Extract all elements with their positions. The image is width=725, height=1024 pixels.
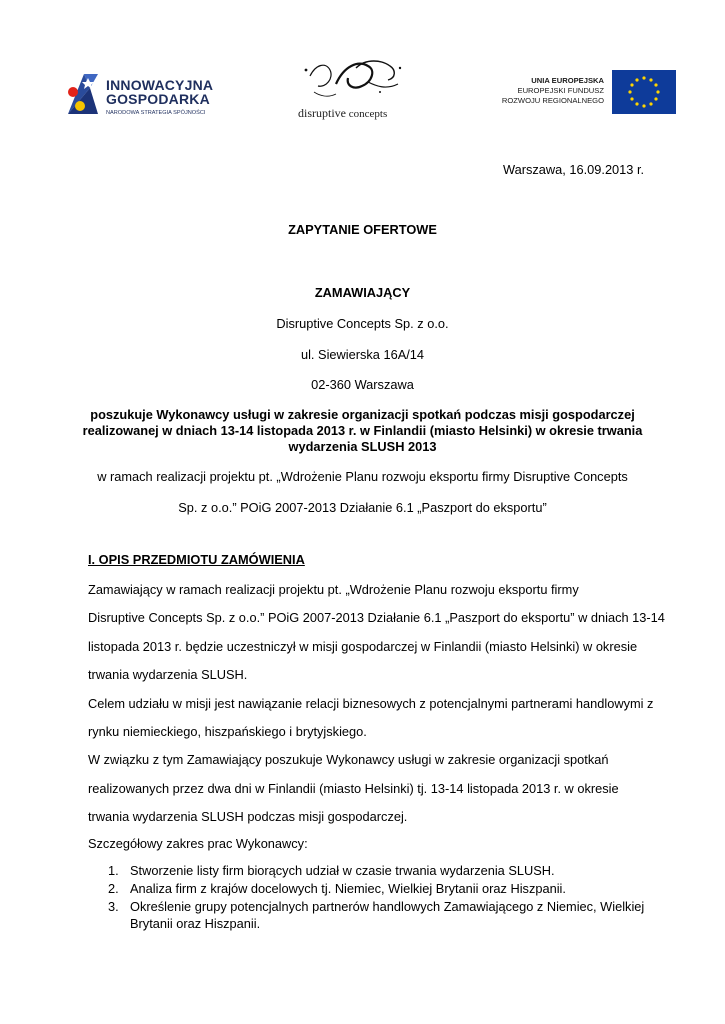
eu-text-line-1: UNIA EUROPEJSKA bbox=[531, 76, 604, 85]
eu-text-line-2: EUROPEJSKI FUNDUSZ bbox=[517, 86, 604, 95]
eu-flag-icon bbox=[612, 70, 676, 114]
contractor-street: ul. Siewierska 16A/14 bbox=[300, 347, 425, 362]
contractor-name: Disruptive Concepts Sp. z o.o. bbox=[276, 316, 449, 331]
list-item bbox=[108, 881, 566, 897]
purpose-line-3: wydarzenia SLUSH 2013 bbox=[288, 439, 437, 454]
disruptive-concepts-logo bbox=[296, 56, 416, 122]
section-heading: I. OPIS PRZEDMIOTU ZAMÓWIENIA bbox=[88, 552, 305, 567]
body-line-8: realizowanych przez dwa dni w Finlandii (miasto Helsinki) tj. 13-14 listopada 2013 r. w okresie bbox=[88, 781, 619, 796]
body-line-5: Celem udziału w misji jest nawiązanie relacji biznesowych z potencjalnymi partnerami handlowymi z bbox=[88, 696, 654, 711]
date-line: Warszawa, 16.09.2013 r. bbox=[503, 162, 645, 177]
body-line-1: Zamawiający w ramach realizacji projektu pt. „Wdrożenie Planu rozwoju eksportu firmy bbox=[88, 582, 579, 597]
list-item-number: 2. bbox=[108, 881, 119, 896]
project-line-2: Sp. z o.o.” POiG 2007-2013 Działanie 6.1 „Paszport do eksportu” bbox=[178, 500, 547, 515]
list-item-text: Określenie grupy potencjalnych partnerów handlowych Zamawiającego z Niemiec, Wielkiej bbox=[130, 899, 645, 914]
body-line-2: Disruptive Concepts Sp. z o.o.” POiG 2007-2013 Działanie 6.1 „Paszport do eksportu” w dniach 13-14 bbox=[88, 610, 665, 625]
disruptive-concepts-wordmark: disruptive concepts bbox=[298, 106, 388, 120]
innowacyjna-gospodarka-emblem-icon bbox=[64, 70, 100, 118]
body-line-10: Szczegółowy zakres prac Wykonawcy: bbox=[88, 836, 308, 851]
list-item-text: Analiza firm z krajów docelowych tj. Niemiec, Wielkiej Brytanii oraz Hiszpanii. bbox=[130, 881, 566, 896]
list-item bbox=[108, 899, 644, 915]
document-title: ZAPYTANIE OFERTOWE bbox=[288, 222, 437, 237]
disruptive-concepts-scribble-icon bbox=[296, 56, 416, 106]
eu-logo bbox=[488, 70, 678, 116]
project-line-1: w ramach realizacji projektu pt. „Wdrożenie Planu rozwoju eksportu firmy Disruptive Concepts bbox=[97, 469, 628, 484]
body-line-7: W związku z tym Zamawiający poszukuje Wykonawcy usługi w zakresie organizacji spotkań bbox=[88, 752, 609, 767]
list-item-text: Stworzenie listy firm biorących udział w czasie trwania wydarzenia SLUSH. bbox=[130, 863, 555, 878]
body-line-4: trwania wydarzenia SLUSH. bbox=[88, 667, 248, 682]
contractor-heading: ZAMAWIAJĄCY bbox=[314, 285, 411, 300]
list-item-number: 3. bbox=[108, 899, 119, 914]
list-item bbox=[108, 863, 555, 879]
list-item-continuation: Brytanii oraz Hiszpanii. bbox=[130, 916, 261, 931]
purpose-line-1: poszukuje Wykonawcy usługi w zakresie organizacji spotkań podczas misji gospodarczej bbox=[90, 407, 635, 422]
purpose-line-2: realizowanej w dniach 13-14 listopada 2013 r. w Finlandii (miasto Helsinki) w okresie trwania bbox=[82, 423, 643, 438]
body-line-6: rynku niemieckiego, hiszpańskiego i brytyjskiego. bbox=[88, 724, 367, 739]
logo-line-3: NARODOWA STRATEGIA SPÓJNOŚCI bbox=[106, 110, 206, 116]
logo-line-2: GOSPODARKA bbox=[106, 91, 210, 107]
innowacyjna-gospodarka-logo bbox=[64, 66, 234, 122]
body-line-3: listopada 2013 r. będzie uczestniczył w misji gospodarczej w Finlandii (miasto Helsinki) w okresie bbox=[88, 639, 638, 654]
list-item-number: 1. bbox=[108, 863, 119, 878]
contractor-city: 02-360 Warszawa bbox=[311, 377, 414, 392]
eu-text-line-3: ROZWOJU REGIONALNEGO bbox=[501, 96, 604, 105]
eu-text bbox=[502, 76, 604, 106]
body-line-9: trwania wydarzenia SLUSH podczas misji gospodarczej. bbox=[88, 809, 408, 824]
logo-line-1: INNOWACYJNA bbox=[106, 77, 214, 93]
